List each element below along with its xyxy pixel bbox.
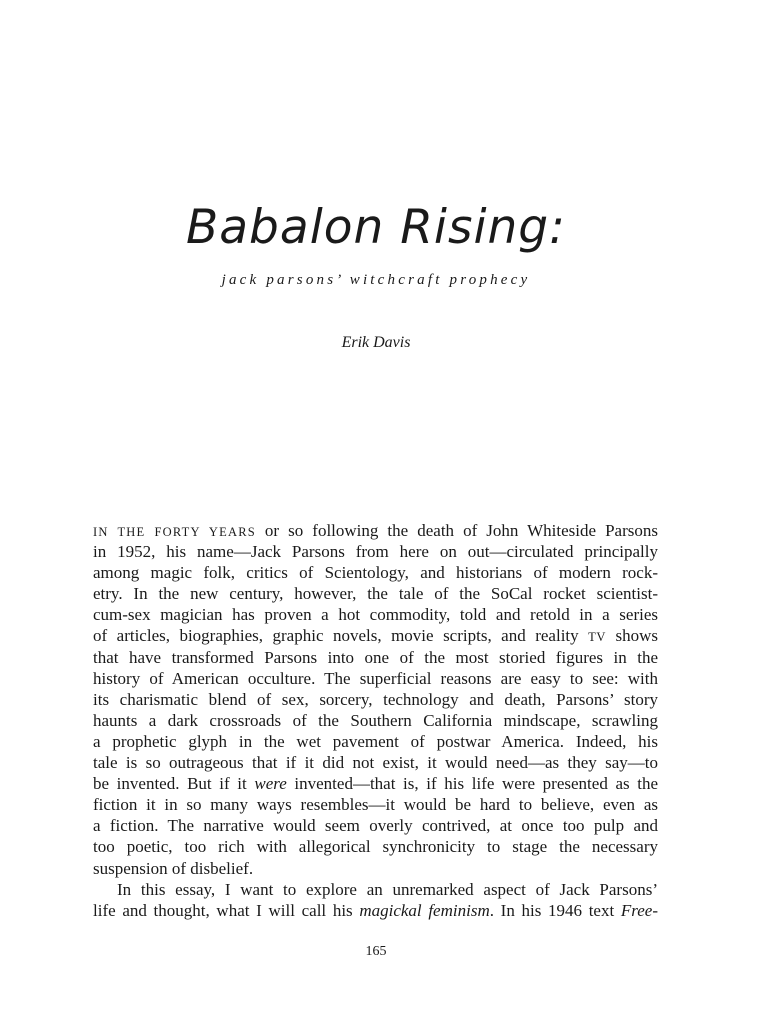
text-line: history of American occulture. The superficial reasons are easy to see: with <box>93 668 658 688</box>
body-text <box>93 520 658 921</box>
text-span: invented—that is, if his life were presented as the <box>286 774 658 794</box>
text-span: . In his 1946 text <box>489 900 621 920</box>
text-line: cum-sex magician has proven a hot commodity, told and retold in a series <box>93 605 658 625</box>
text-line: etry. In the new century, however, the tale of the SoCal rocket scientist- <box>93 584 658 604</box>
text-line: a fiction. The narrative would seem overly contrived, at once too pulp and <box>93 816 658 836</box>
chapter-subtitle <box>0 270 752 290</box>
text-line: too poetic, too rich with allegorical synchronicity to stage the necessary <box>93 837 658 857</box>
paragraph-2 <box>93 879 658 921</box>
text-line <box>93 520 658 541</box>
italic-word: Free- <box>620 900 658 920</box>
chapter-title: Babalon Rising: <box>186 200 566 255</box>
text-line: in 1952, his name—Jack Parsons from here on out—circulated principally <box>93 542 658 562</box>
text-line: that have transformed Parsons into one of the most storied figures in the <box>93 647 658 667</box>
text-span: of articles, biographies, graphic novels, movie scripts, and reality <box>93 626 589 646</box>
small-caps-lead-in: IN THE FORTY YEARS <box>93 525 256 539</box>
small-caps-tv: TV <box>588 630 606 645</box>
text-line <box>93 625 658 646</box>
text-line: haunts a dark crossroads of the Southern California mindscape, scrawling <box>93 710 658 730</box>
paragraph-1 <box>93 520 658 879</box>
text-span: be invented. But if it <box>93 774 255 794</box>
text-span: shows <box>606 626 658 646</box>
text-span: or so following the death of John Whiteside Parsons <box>255 521 658 540</box>
text-line: a prophetic glyph in the wet pavement of postwar America. Indeed, his <box>93 731 658 751</box>
italic-word: were <box>254 774 287 794</box>
page-number: 165 <box>365 944 387 959</box>
text-line: among magic folk, critics of Scientology, and historians of modern rock- <box>93 563 658 583</box>
text-line: tale is so outrageous that if it did not exist, it would need—as they say—to <box>93 753 658 773</box>
text-line <box>93 773 658 794</box>
text-span: life and thought, what I will call his <box>93 900 360 920</box>
text-line: In this essay, I want to explore an unremarked aspect of Jack Parsons’ <box>117 879 658 899</box>
chapter-subtitle-text: jack parsons’ witchcraft prophecy <box>221 272 531 288</box>
text-line <box>93 900 658 921</box>
italic-phrase: magickal feminism <box>359 900 490 920</box>
author-name: Erik Davis <box>341 334 411 351</box>
text-line: suspension of disbelief. <box>93 858 254 878</box>
text-line: fiction it in so many ways resembles—it would be hard to believe, even as <box>93 795 658 815</box>
text-line: its charismatic blend of sex, sorcery, technology and death, Parsons’ story <box>93 689 658 709</box>
